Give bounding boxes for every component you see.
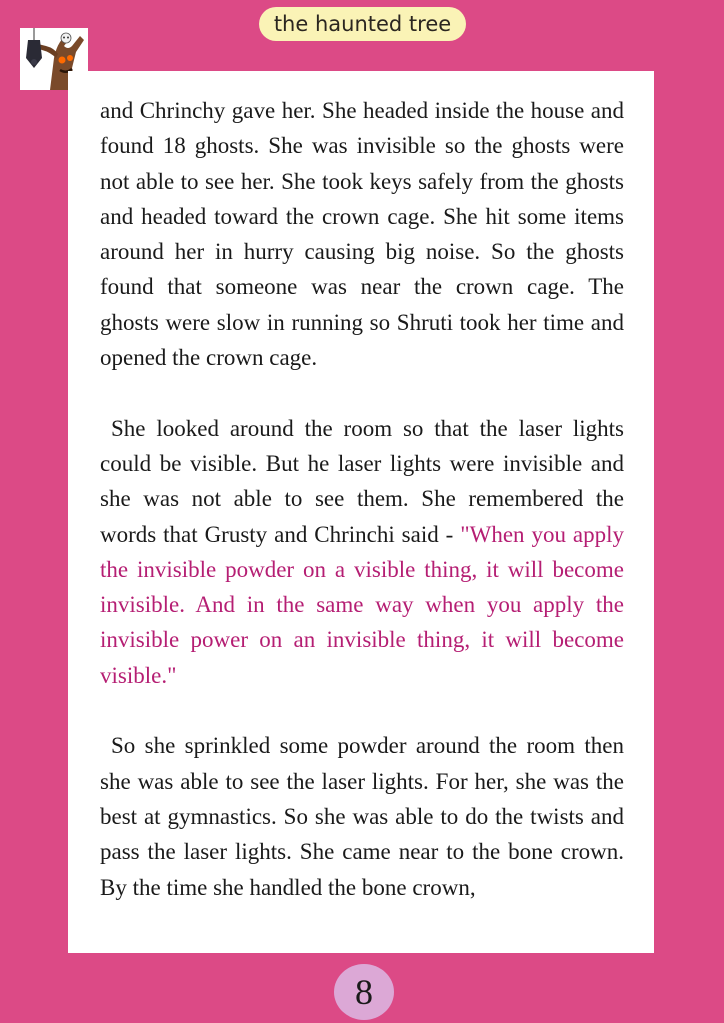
page-number: 8 [334, 964, 394, 1020]
paragraph-3 [100, 728, 624, 904]
header-title: the haunted tree [259, 7, 466, 41]
paragraph-2 [100, 411, 624, 693]
paragraph-2-quote: "When you apply the invisible powder on a visible thing, it will become invisible. And in the same way when you apply the invisible power on an invisible thing, it will become visible." [100, 521, 624, 688]
story-text [100, 93, 624, 905]
paragraph-1: and Chrinchy gave her. She headed inside the house and found 18 ghosts. She was invisible so the ghosts were not able to see her. She took keys safely from the ghosts and headed toward the crown cage. She hit some items around her in hurry causing big noise. So the ghosts found that someone was near the crown cage. The ghosts were slow in running so Shruti took her time and opened the crown cage. [100, 98, 624, 371]
story-page [68, 71, 654, 953]
paragraph-2-text: She looked around the room so that the laser lights could be visible. But he laser lights were invisible and she was not able to see them. She remembered the words that Grusty and Chrinchi said - [100, 415, 624, 547]
paragraph-3-text: So she sprinkled some powder around the room then she was able to see the laser lights. For her, she was the best at gymnastics. So she was able to do the twists and pass the laser lights. She came near to the bone crown. By the time she handled the bone crown, [100, 733, 624, 900]
